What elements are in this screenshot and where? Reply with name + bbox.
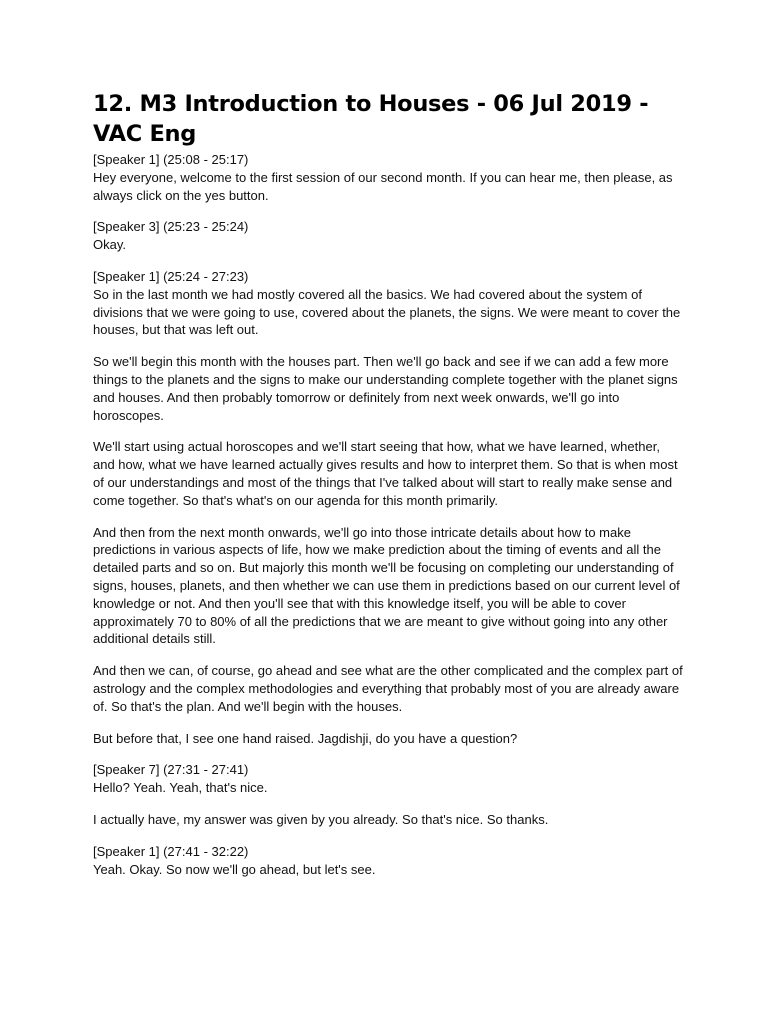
speaker-label: [Speaker 1] (25:24 - 27:23) xyxy=(93,268,249,284)
transcript-block-1 xyxy=(93,151,683,204)
transcript-paragraph-4 xyxy=(93,353,683,424)
transcript-block-9 xyxy=(93,761,683,797)
speaker-label: [Speaker 7] (27:31 - 27:41) xyxy=(93,762,249,778)
document-title: 12. M3 Introduction to Houses - 06 Jul 2019 - VAC Eng xyxy=(93,91,649,147)
transcript-text: And then we can, of course, go ahead and see what are the other complicated and the complex part of astrology and the complex methodologies and everything that probably most of you are already aware of. So that's the plan. And we'll begin with the houses. xyxy=(93,663,683,714)
speaker-label: [Speaker 1] (25:08 - 25:17) xyxy=(93,152,249,167)
transcript-text: And then from the next month onwards, we'll go into those intricate details about how to make predictions in various aspects of life, how we make prediction about the timing of events and all the detailed parts and so on. But majorly this month we'll be focusing on completing our understanding of signs, houses, planets, and then whether we can use them in predictions based on our current level of knowledge or not. And then you'll see that with this knowledge itself, you will be able to cover approximately 70 to 80% of all the predictions that we are meant to give without going into any other additional details still. xyxy=(93,524,680,647)
speaker-label: [Speaker 3] (25:23 - 25:24) xyxy=(93,219,249,235)
transcript-block-2 xyxy=(93,218,683,254)
document-page xyxy=(93,89,683,892)
transcript-text: But before that, I see one hand raised. Jagdishji, do you have a question? xyxy=(93,730,518,746)
transcript-text: Hello? Yeah. Yeah, that's nice. xyxy=(93,780,268,796)
transcript-text: Hey everyone, welcome to the first session of our second month. If you can hear me, then please, as always click on the yes button. xyxy=(93,169,673,203)
transcript-text: So we'll begin this month with the houses part. Then we'll go back and see if we can add a few more things to the planets and the signs to make our understanding complete together with the planet signs and houses. And then probably tomorrow or definitely from next week onwards, we'll go into horoscopes. xyxy=(93,354,678,423)
transcript-text: I actually have, my answer was given by you already. So that's nice. So thanks. xyxy=(93,811,549,827)
transcript-text: Yeah. Okay. So now we'll go ahead, but let's see. xyxy=(93,861,376,877)
transcript-paragraph-8 xyxy=(93,730,683,748)
transcript-paragraph-6 xyxy=(93,524,683,649)
transcript-paragraph-10 xyxy=(93,811,683,829)
transcript-block-3 xyxy=(93,268,683,339)
transcript-paragraph-5 xyxy=(93,438,683,509)
speaker-label: [Speaker 1] (27:41 - 32:22) xyxy=(93,843,249,859)
transcript-text: Okay. xyxy=(93,237,126,253)
transcript-text: We'll start using actual horoscopes and we'll start seeing that how, what we have learned, whether, and how, what we have learned actually gives results and how to interpret them. So that is when most of our understandings and most of the things that I've talked about will start to really make sense and come together. So that's what's on our agenda for this month primarily. xyxy=(93,439,678,508)
transcript-text: So in the last month we had mostly covered all the basics. We had covered about the system of divisions that we were going to use, covered about the planets, the signs. We were meant to cover the houses, but that was left out. xyxy=(93,286,681,338)
transcript-paragraph-7 xyxy=(93,662,683,715)
transcript-block-11 xyxy=(93,843,683,879)
